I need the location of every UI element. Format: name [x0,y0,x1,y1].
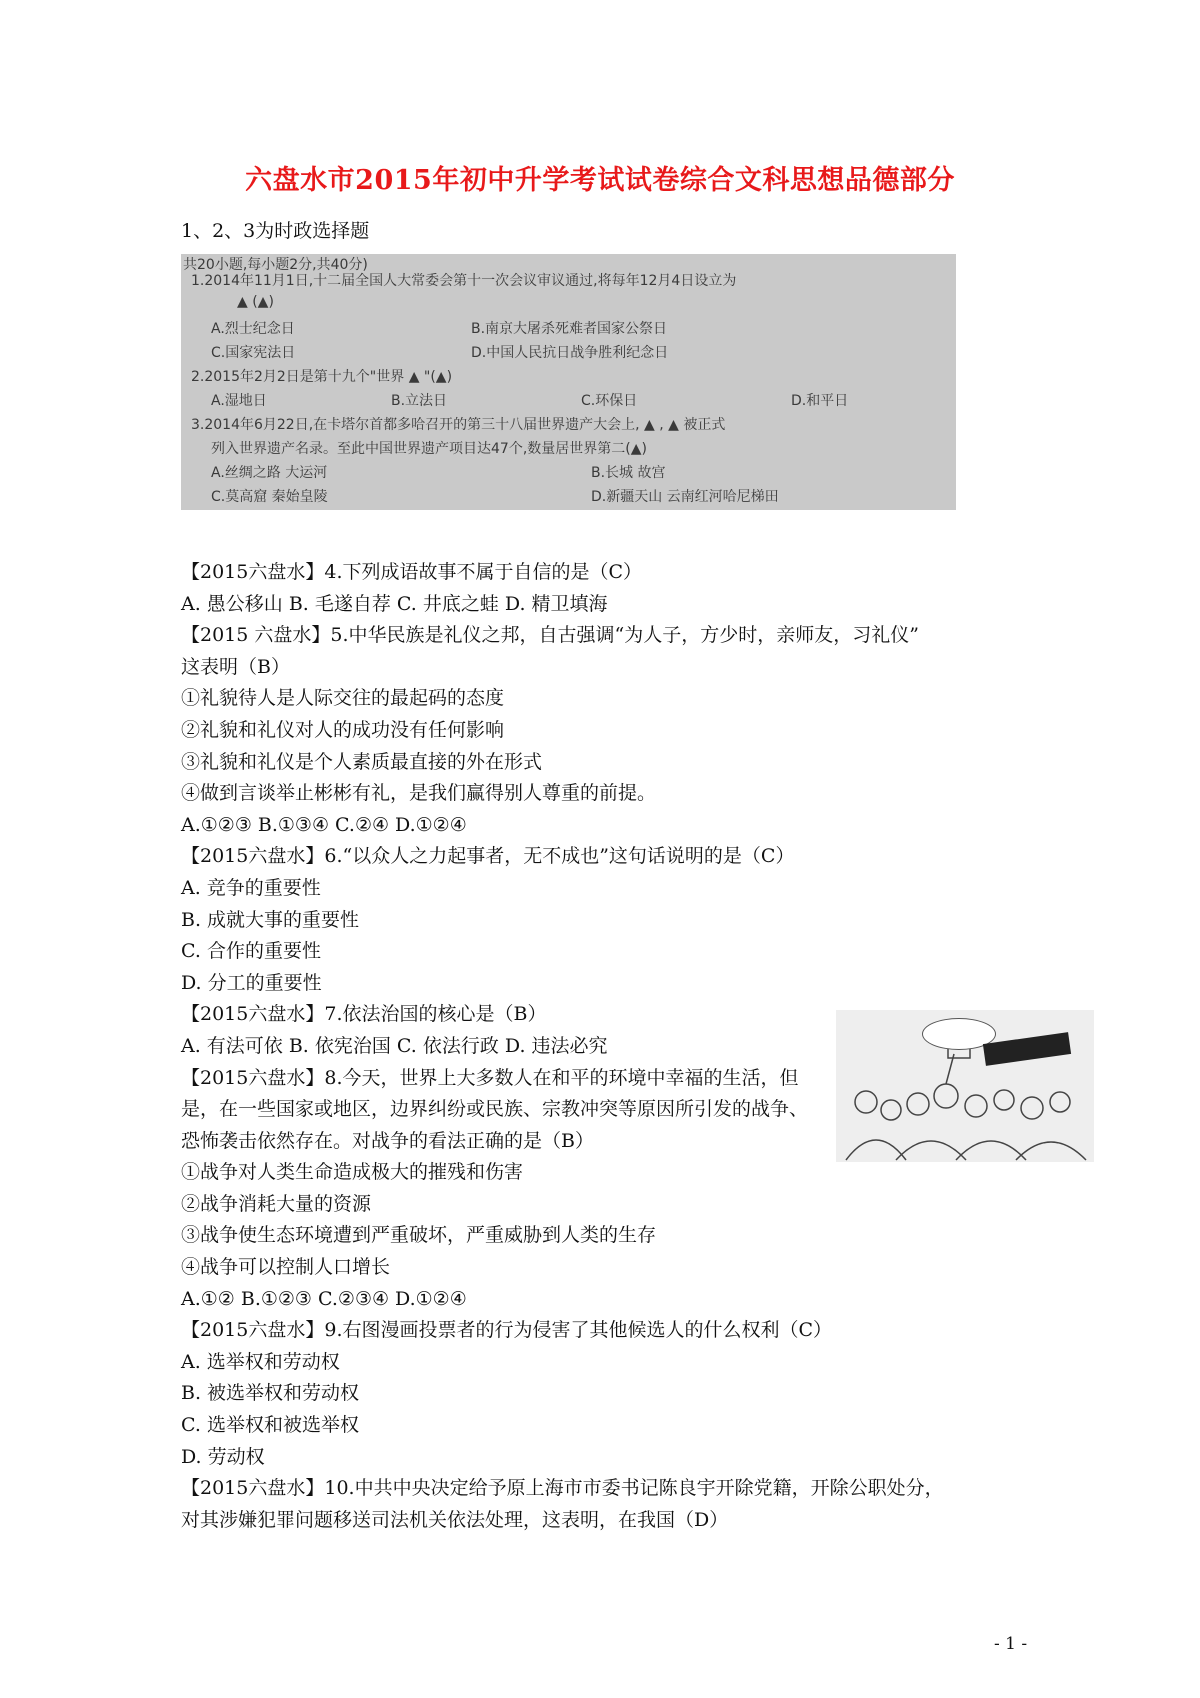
scan-line: 3.2014年6月22日,在卡塔尔首都多哈召开的第三十八届世界遗产大会上, ▲ , ▲ 被正式 [191,417,726,433]
text-line: 【2015六盘水】6.“以众人之力起事者，无不成也”这句话说明的是（C） [181,845,795,868]
text-line: A. 选举权和劳动权 [181,1350,340,1373]
text-line: ②礼貌和礼仪对人的成功没有任何影响 [181,718,505,741]
scan-line: D.中国人民抗日战争胜利纪念日 [471,345,669,361]
text-line: D. 劳动权 [181,1445,265,1468]
text-line: A.①②③ B.①③④ C.②④ D.①②④ [181,813,467,836]
scan-line: A.湿地日 [211,393,267,409]
scan-line: B.立法日 [391,393,448,409]
text-line: ④战争可以控制人口增长 [181,1256,391,1279]
scan-line: C.莫高窟 秦始皇陵 [211,489,328,505]
text-line: 这表明（B） [181,655,290,678]
text-line: C. 合作的重要性 [181,940,321,963]
text-line: ③礼貌和礼仪是个人素质最直接的外在形式 [181,750,543,773]
text-line: 【2015六盘水】10.中共中央决定给予原上海市市委书记陈良宇开除党籍，开除公职处分， [181,1477,944,1500]
text-line: ③战争使生态环境遭到严重破坏，严重威胁到人类的生存 [181,1224,657,1247]
text-line: B. 被选举权和劳动权 [181,1382,360,1405]
scan-line: 列入世界遗产名录。至此中国世界遗产项目达47个,数量居世界第二(▲) [211,441,647,457]
text-line: 【2015六盘水】4.下列成语故事不属于自信的是（C） [181,561,643,583]
text-line: D. 分工的重要性 [181,971,322,994]
text-line: C. 选举权和被选举权 [181,1414,359,1437]
page-title: 六盘水市2015年初中升学考试试卷综合文科思想品德部分 [245,165,955,196]
scan-line: ▲ (▲) [237,294,274,310]
text-line: 【2015 六盘水】5.中华民族是礼仪之邦，自古强调“为人子，方少时，亲师友，习礼仪” [181,624,919,647]
scan-line: 共20小题,每小题2分,共40分) [183,257,368,273]
scan-line: A.丝绸之路 大运河 [211,465,328,481]
text-line: ②战争消耗大量的资源 [181,1192,372,1215]
scanned-questions-image [181,254,956,510]
scan-line: C.环保日 [581,393,638,409]
page-number: - 1 - [994,1634,1028,1654]
scan-line: C.国家宪法日 [211,345,296,361]
scan-line: D.新疆天山 云南红河哈尼梯田 [591,489,779,505]
scan-line: A.烈士纪念日 [211,321,295,337]
scan-line: 1.2014年11月1日,十二届全国人大常委会第十一次会议审议通过,将每年12月4日设立为 [191,273,737,289]
text-line: A.①② B.①②③ C.②③④ D.①②④ [181,1287,467,1310]
voting-cartoon-image [836,1010,1094,1162]
text-line: A. 愚公移山 B. 毛遂自荐 C. 井底之蛙 D. 精卫填海 [181,592,608,615]
scan-line: B.南京大屠杀死难者国家公祭日 [471,321,668,337]
text-line: 【2015六盘水】9.右图漫画投票者的行为侵害了其他候选人的什么权利（C） [181,1319,833,1342]
text-line: ④做到言谈举止彬彬有礼，是我们赢得别人尊重的前提。 [181,782,657,805]
scan-line: B.长城 故宫 [591,465,666,481]
text-line: B. 成就大事的重要性 [181,908,360,931]
scan-line: 2.2015年2月2日是第十九个"世界 ▲ "(▲) [191,369,453,385]
text-line: A. 有法可依 B. 依宪治国 C. 依法行政 D. 违法必究 [181,1034,608,1057]
section-subhead: 1、2、3为时政选择题 [181,220,370,242]
text-line: ①战争对人类生命造成极大的摧残和伤害 [181,1161,524,1184]
text-line: A. 竞争的重要性 [181,876,321,899]
text-line: ①礼貌待人是人际交往的最起码的态度 [181,687,505,710]
question-8-text: 【2015六盘水】8.今天，世界上大多数人在和平的环境中幸福的生活，但是，在一些国家或地区，边界纠纷或民族、宗教冲突等原因所引发的战争、恐怖袭击依然存在。对战争的看法正确的是（B） [181,1066,809,1152]
scan-line: D.和平日 [791,393,849,409]
text-line: 对其涉嫌犯罪问题移送司法机关依法处理，这表明，在我国（D） [181,1508,729,1531]
text-line: 【2015六盘水】7.依法治国的核心是（B） [181,1003,547,1026]
